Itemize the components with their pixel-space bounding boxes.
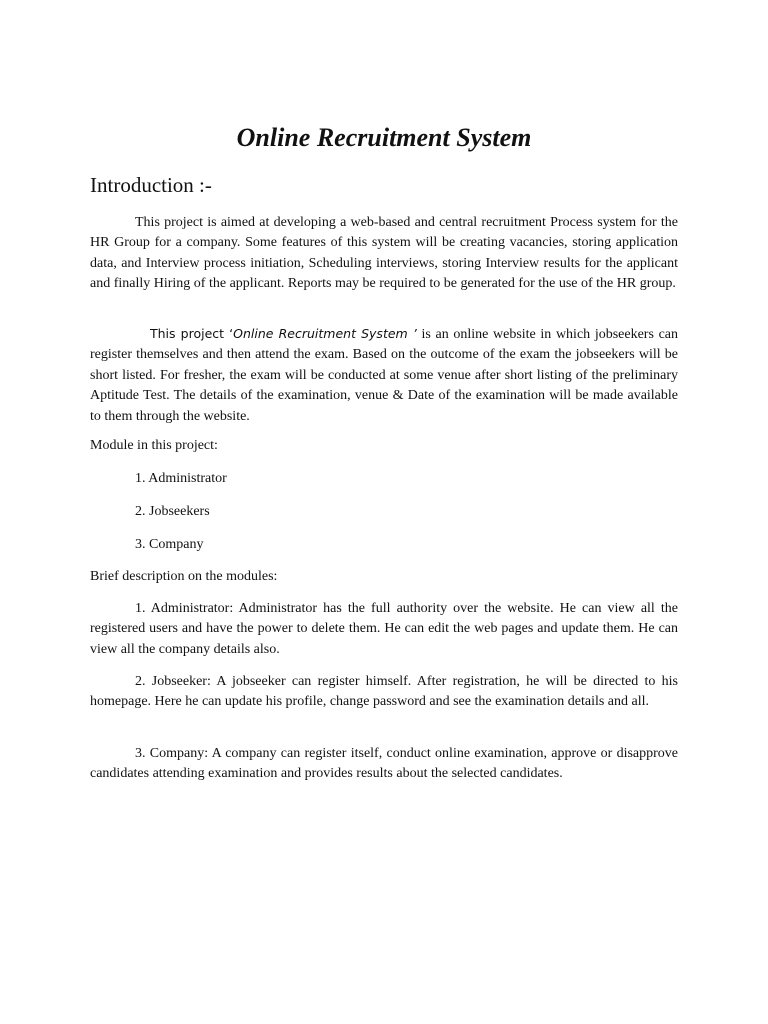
introduction-heading: Introduction :- bbox=[90, 173, 212, 197]
description-company: 3. Company: A company can register itself, conduct online examination, approve or disapprove candidates attending examination and provides results about the selected candidates. bbox=[90, 746, 678, 782]
description-jobseeker: 2. Jobseeker: A jobseeker can register himself. After registration, he will be directed to his homepage. Here he can update his profile, change password and see the examination details and all. bbox=[90, 674, 678, 710]
description-administrator: 1. Administrator: Administrator has the full authority over the website. He can view all the registered users and have the power to delete them. He can edit the web pages and update them. He can view all the company details also. bbox=[90, 601, 678, 657]
module-item-company: 3. Company bbox=[135, 537, 204, 552]
project-prefix: This project ‘ bbox=[150, 326, 234, 341]
project-name: Online Recruitment System ’ bbox=[233, 326, 417, 341]
intro-paragraph: This project is aimed at developing a web-based and central recruitment Process system for the HR Group for a company. Some features of this system will be creating vacancies, storing application data, and Interview process initiation, Scheduling interviews, storing Interview results for the applicant and finally Hiring of the applicant. Reports may be required to be generated for the use of the HR group. bbox=[90, 215, 678, 292]
description-heading: Brief description on the modules: bbox=[90, 569, 278, 584]
modules-heading: Module in this project: bbox=[90, 438, 218, 453]
document-title: Online Recruitment System bbox=[236, 123, 532, 152]
project-paragraph bbox=[90, 324, 678, 427]
project-description: is an online website in which jobseekers can register themselves and then attend the exam. Based on the outcome of the exam the jobseekers will be short listed. For fresher, the exam will be conducted at some venue after short listing of the preliminary Aptitude Test. The details of the examination, venue & Date of the examination will be made available to them through the website. bbox=[90, 327, 678, 424]
module-item-jobseekers: 2. Jobseekers bbox=[135, 504, 210, 519]
module-item-administrator: 1. Administrator bbox=[135, 471, 227, 486]
